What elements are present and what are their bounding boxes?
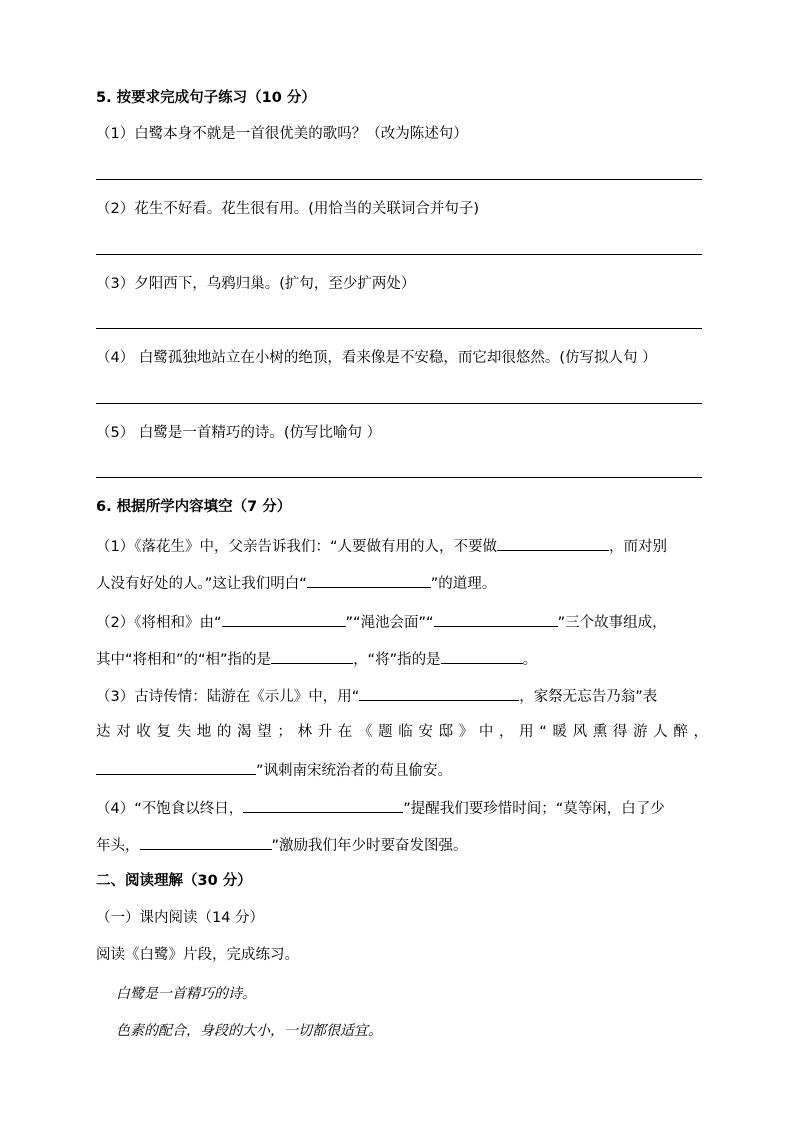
- fill-blank[interactable]: [222, 611, 346, 627]
- q6-p3-line2: 达对收复失地的渴望；林升在《题临安邸》中，用“暖风熏得游人醉，: [96, 724, 708, 740]
- q6-p3-line1: [96, 685, 657, 707]
- fill-blank[interactable]: [96, 759, 256, 775]
- q6-p2-text-b: ”“渑池会面”“: [345, 615, 434, 631]
- answer-line-1[interactable]: [96, 179, 702, 180]
- q6-p1-text-a: （1）《落花生》中，父亲告诉我们：“人要做有用的人，不要做: [96, 539, 497, 555]
- q5-item-1: （1）白鹭本身不就是一首很优美的歌吗？（改为陈述句）: [96, 126, 468, 142]
- q6-p3-text-b: ，家祭无忘告乃翁”表: [519, 689, 658, 705]
- passage-line-1: 白鹭是一首精巧的诗。: [116, 986, 256, 1002]
- q5-item-3: （3）夕阳西下，乌鸦归巢。(扩句，至少扩两处）: [96, 276, 416, 292]
- fill-blank[interactable]: [434, 611, 558, 627]
- answer-line-4[interactable]: [96, 403, 702, 404]
- q5-item-4: （4） 白鹭孤独地站立在小树的绝顶，看来像是不安稳，而它却很悠然。(仿写拟人句 ）: [96, 350, 657, 366]
- fill-blank[interactable]: [359, 685, 519, 701]
- q6-p2-line2: [96, 648, 537, 670]
- q6-p4-line2: [96, 834, 468, 856]
- answer-line-2[interactable]: [96, 254, 702, 255]
- q6-p4-text-c: 年头，: [96, 838, 140, 854]
- fill-blank[interactable]: [307, 572, 431, 588]
- q6-p1-text-d: ”的道理。: [430, 576, 497, 592]
- q6-p2-text-e: ，“将”指的是: [353, 652, 441, 668]
- q6-p4-text-d: ”激励我们年少时要奋发图强。: [271, 838, 468, 854]
- q6-p4-text-b: ”提醒我们要珍惜时间；“莫等闲，白了少: [403, 801, 665, 817]
- q6-p1-line2: [96, 572, 496, 594]
- q6-p1-text-b: ，而对别: [609, 539, 667, 555]
- q6-title: 6. 根据所学内容填空（7 分）: [96, 499, 292, 515]
- q6-p1-line1: [96, 535, 667, 557]
- q6-p2-text-c: ”三个故事组成，: [557, 615, 667, 631]
- q5-title: 5. 按要求完成句子练习（10 分）: [96, 90, 316, 106]
- fill-blank[interactable]: [140, 834, 272, 850]
- q6-p4-line1: [96, 797, 665, 819]
- q6-p2-line1: [96, 611, 667, 633]
- q6-p3-text-d: ”讽刺南宋统治者的苟且偷安。: [256, 763, 453, 779]
- passage-line-2: 色素的配合，身段的大小，一切都很适宜。: [116, 1023, 382, 1039]
- q6-p2-text-f: 。: [522, 652, 538, 668]
- q5-item-2: （2）花生不好看。花生很有用。(用恰当的关联词合并句子): [96, 201, 480, 217]
- q6-p3-line3: [96, 759, 452, 781]
- q6-p3-text-a: （3）古诗传情：陆游在《示儿》中，用“: [96, 689, 360, 705]
- section2-title: 二、阅读理解（30 分）: [96, 873, 252, 889]
- fill-blank[interactable]: [497, 535, 609, 551]
- fill-blank[interactable]: [271, 648, 353, 664]
- section2-subtitle: （一）课内阅读（14 分）: [96, 910, 265, 926]
- answer-line-3[interactable]: [96, 328, 702, 329]
- q5-item-5: （5） 白鹭是一首精巧的诗。(仿写比喻句 ）: [96, 425, 382, 441]
- q6-p2-text-d: 其中“将相和”的“相”指的是: [96, 652, 272, 668]
- fill-blank[interactable]: [441, 648, 523, 664]
- reading-instruction: 阅读《白鹭》片段，完成练习。: [96, 947, 299, 963]
- q6-p2-text-a: （2）《将相和》由“: [96, 615, 222, 631]
- q6-p1-text-c: 人没有好处的人。”这让我们明白“: [96, 576, 307, 592]
- answer-line-5[interactable]: [96, 477, 702, 478]
- q6-p4-text-a: （4）“不饱食以终日，: [96, 801, 244, 817]
- fill-blank[interactable]: [243, 797, 403, 813]
